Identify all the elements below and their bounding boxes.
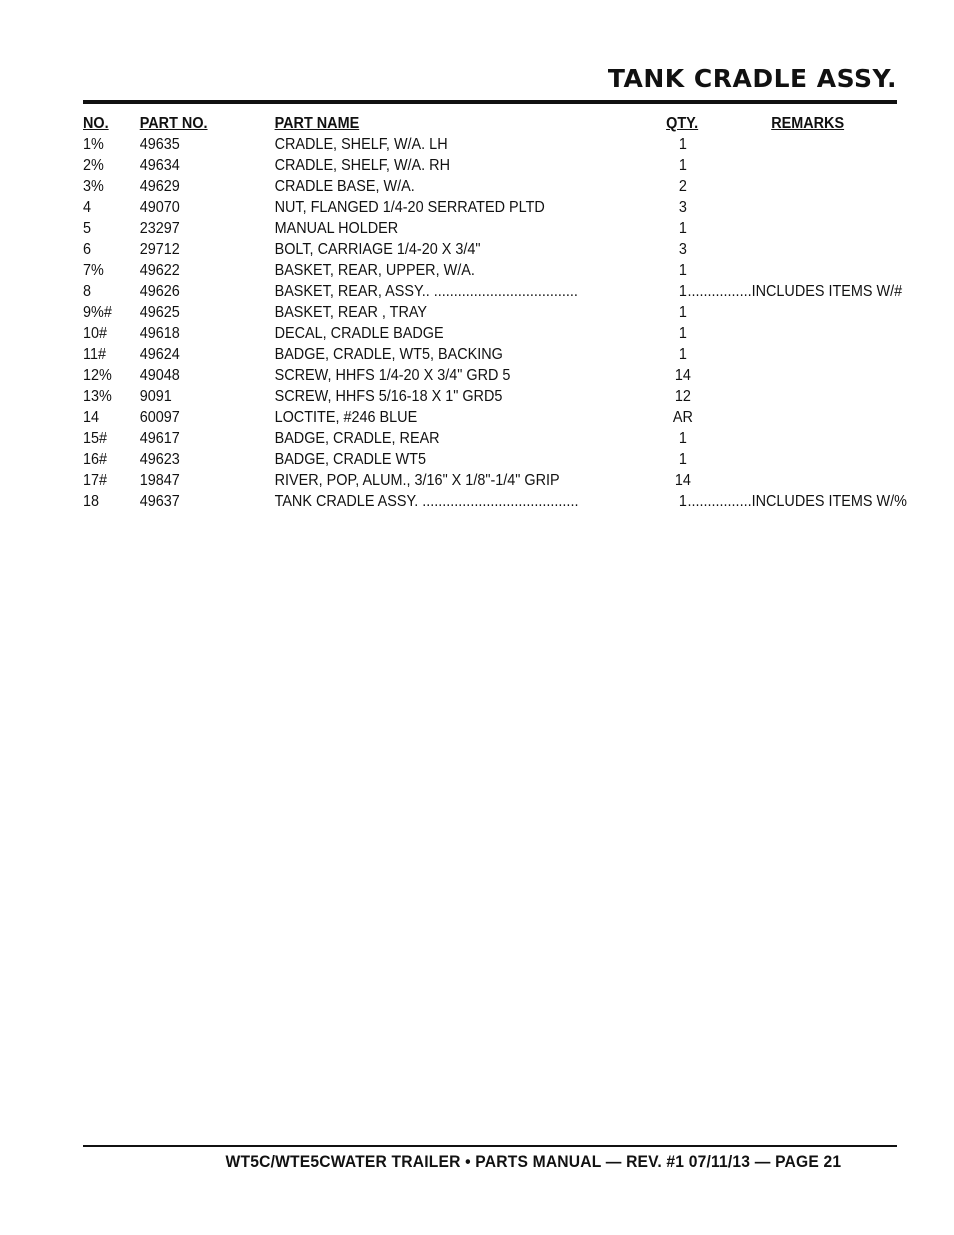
row-qty: 14 [674, 367, 691, 384]
row-qty: 1 [678, 430, 687, 447]
row-part-no: 49637 [139, 493, 180, 510]
row-part-name: RIVER, POP, ALUM., 3/16" X 1/8"-1/4" GRIP [274, 472, 560, 489]
row-qty: 1 [678, 451, 687, 468]
row-no: 6 [83, 241, 92, 258]
parts-table [83, 113, 907, 512]
row-part-no: 49624 [139, 346, 180, 363]
header-no: NO. [83, 115, 109, 132]
row-part-name: DECAL, CRADLE BADGE [274, 325, 444, 342]
row-no: 9%# [83, 304, 112, 321]
row-part-no: 19847 [139, 472, 180, 489]
page-title: TANK CRADLE ASSY. [607, 64, 897, 93]
row-part-name: CRADLE, SHELF, W/A. RH [274, 157, 451, 174]
table-row [83, 491, 907, 512]
header-part-name: PART NAME [274, 115, 360, 132]
row-remarks: ................INCLUDES ITEMS W/# [687, 283, 903, 300]
table-row [83, 470, 840, 491]
row-no: 17# [83, 472, 108, 489]
row-part-name: SCREW, HHFS 1/4-20 X 3/4" GRD 5 [274, 367, 511, 384]
row-part-no: 9091 [139, 388, 172, 405]
row-part-no: 49623 [139, 451, 180, 468]
title-rule [83, 100, 897, 104]
row-part-name: SCREW, HHFS 5/16-18 X 1" GRD5 [274, 388, 503, 405]
row-qty: 3 [678, 199, 687, 216]
row-remarks: ................INCLUDES ITEMS W/% [687, 493, 907, 510]
table-row [83, 407, 840, 428]
row-part-no: 49629 [139, 178, 180, 195]
row-part-no: 49625 [139, 304, 180, 321]
row-part-no: 49626 [139, 283, 180, 300]
row-part-name: MANUAL HOLDER [274, 220, 399, 237]
row-part-no: 49070 [139, 199, 180, 216]
row-no: 10# [83, 325, 108, 342]
table-row [83, 260, 840, 281]
table-row [83, 176, 840, 197]
row-qty: 1 [678, 493, 687, 510]
row-qty: 2 [678, 178, 687, 195]
table-row [83, 134, 840, 155]
header-part-no: PART NO. [139, 115, 208, 132]
row-no: 1% [83, 136, 104, 153]
row-no: 2% [83, 157, 104, 174]
header-remarks: REMARKS [771, 115, 845, 132]
row-part-no: 29712 [139, 241, 180, 258]
row-part-no: 49617 [139, 430, 180, 447]
table-row [83, 239, 840, 260]
row-qty: AR [672, 409, 693, 426]
row-part-no: 49635 [139, 136, 180, 153]
row-no: 15# [83, 430, 108, 447]
page-footer: WT5C/WTE5CWATER TRAILER • PARTS MANUAL — REV. #1 07/11/13 — PAGE 21 [225, 1152, 841, 1171]
row-part-name: BADGE, CRADLE, WT5, BACKING [274, 346, 503, 363]
row-part-name: BADGE, CRADLE, REAR [274, 430, 440, 447]
table-row [83, 281, 903, 302]
row-part-name: BASKET, REAR , TRAY [274, 304, 428, 321]
row-qty: 1 [678, 220, 687, 237]
row-part-name: CRADLE, SHELF, W/A. LH [274, 136, 448, 153]
table-row [83, 302, 840, 323]
row-part-name: BASKET, REAR, UPPER, W/A. [274, 262, 475, 279]
row-no: 4 [83, 199, 92, 216]
row-part-name: BASKET, REAR, ASSY.. .................................... [274, 283, 578, 300]
row-qty: 3 [678, 241, 687, 258]
row-part-name: CRADLE BASE, W/A. [274, 178, 415, 195]
row-qty: 1 [678, 136, 687, 153]
row-qty: 14 [674, 472, 691, 489]
table-body [83, 134, 907, 512]
row-part-name: BADGE, CRADLE WT5 [274, 451, 426, 468]
row-part-no: 49618 [139, 325, 180, 342]
row-no: 16# [83, 451, 108, 468]
row-no: 11# [83, 346, 106, 363]
row-no: 14 [83, 409, 100, 426]
table-row [83, 386, 840, 407]
row-part-name: BOLT, CARRIAGE 1/4-20 X 3/4" [274, 241, 481, 258]
table-row [83, 449, 840, 470]
row-no: 3% [83, 178, 104, 195]
table-row [83, 197, 840, 218]
row-no: 18 [83, 493, 100, 510]
row-qty: 1 [678, 346, 687, 363]
footer-rule [83, 1145, 897, 1147]
table-row [83, 323, 840, 344]
row-qty: 1 [678, 283, 687, 300]
table-row [83, 155, 840, 176]
row-part-no: 49622 [139, 262, 180, 279]
row-qty: 12 [674, 388, 691, 405]
row-qty: 1 [678, 157, 687, 174]
table-row [83, 344, 840, 365]
row-qty: 1 [678, 325, 687, 342]
row-no: 12% [83, 367, 112, 384]
table-row [83, 218, 840, 239]
row-part-name: NUT, FLANGED 1/4-20 SERRATED PLTD [274, 199, 545, 216]
row-part-no: 49048 [139, 367, 180, 384]
row-qty: 1 [678, 262, 687, 279]
row-part-no: 60097 [139, 409, 180, 426]
row-part-name: LOCTITE, #246 BLUE [274, 409, 418, 426]
row-no: 5 [83, 220, 92, 237]
row-qty: 1 [678, 304, 687, 321]
row-no: 8 [83, 283, 92, 300]
header-qty: QTY. [666, 115, 699, 132]
row-no: 7% [83, 262, 104, 279]
row-part-no: 49634 [139, 157, 180, 174]
row-no: 13% [83, 388, 112, 405]
table-row [83, 365, 840, 386]
table-row [83, 428, 840, 449]
row-part-no: 23297 [139, 220, 180, 237]
table-header-row [83, 113, 845, 134]
row-part-name: TANK CRADLE ASSY. ....................................... [274, 493, 579, 510]
